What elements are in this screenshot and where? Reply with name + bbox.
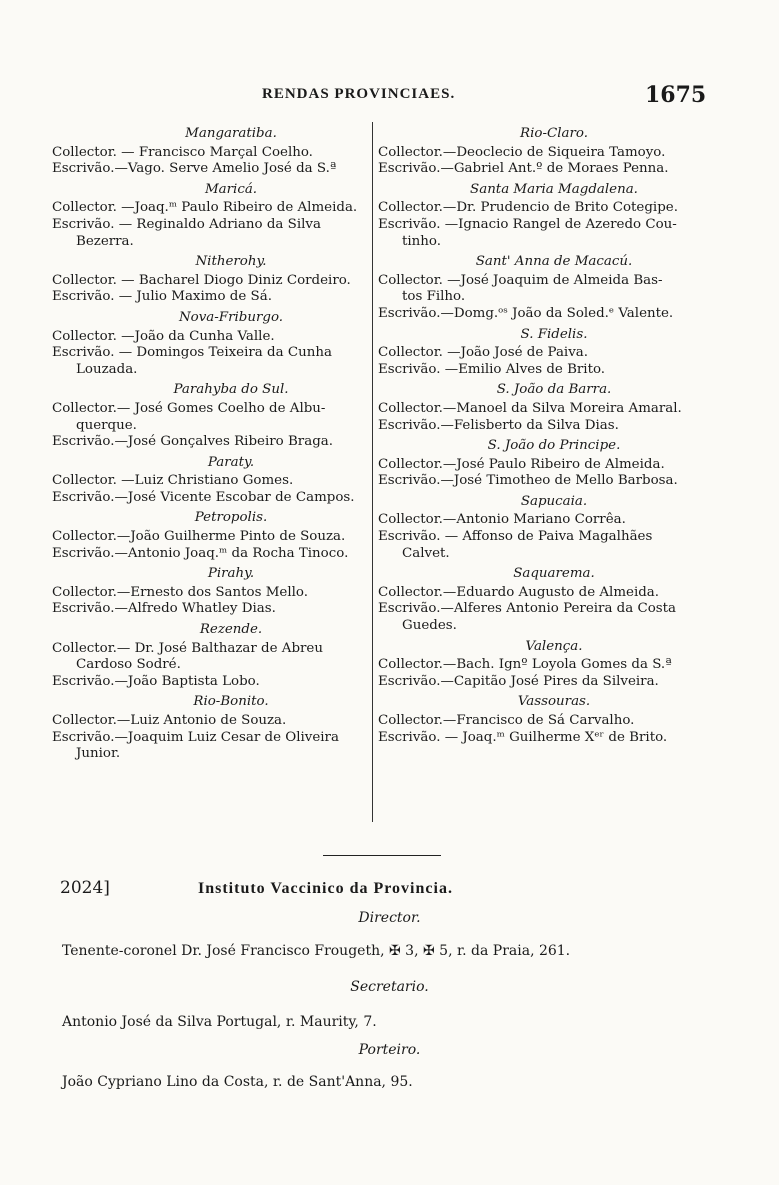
escrivao-continuation: Calvet. (402, 545, 450, 561)
escrivao-line: Escrivão.—Felisberto da Silva Dias. (378, 417, 619, 433)
collector-line: Collector. —Luiz Christiano Gomes. (52, 473, 294, 489)
collector-line: Collector. —Joaq.ᵐ Paulo Ribeiro de Almeida. (52, 200, 358, 216)
escrivao-line: Escrivão.—Joaquim Luiz Cesar de Oliveira (52, 729, 339, 745)
escrivao-line: Escrivão.—João Baptista Lobo. (52, 673, 260, 689)
column-divider (372, 122, 373, 822)
escrivao-continuation: Guedes. (402, 618, 457, 634)
collector-line: Collector.—Eduardo Augusto de Almeida. (378, 584, 660, 600)
escrivao-line: Escrivão. — Joaq.ᵐ Guilherme Xᵉʳ de Brito. (378, 729, 668, 745)
right-column (378, 122, 690, 746)
municipality-name: Maricá. (204, 181, 258, 197)
municipality-entry (52, 694, 370, 762)
municipality-name: Parahyba do Sul. (173, 382, 289, 398)
escrivao-continuation: Louzada. (76, 361, 138, 377)
municipality-name: Nitherohy. (195, 254, 267, 270)
staff-porteiro: João Cypriano Lino da Costa, r. de Sant'Anna, 95. (62, 1074, 413, 1090)
municipality-entry (378, 566, 690, 634)
section-number: 2024] (60, 878, 110, 898)
municipality-name: Pirahy. (207, 566, 255, 582)
municipality-name: S. João da Barra. (496, 382, 612, 398)
position-secretario: Secretario. (350, 979, 429, 995)
municipality-name: Sapucaia. (520, 493, 588, 509)
escrivao-continuation: Junior. (76, 746, 121, 762)
municipality-name: S. Fidelis. (520, 326, 588, 342)
escrivao-continuation: tinho. (402, 233, 441, 249)
municipality-entry (378, 494, 690, 562)
escrivao-line: Escrivão.—Antonio Joaq.ᵐ da Rocha Tinoco. (52, 545, 349, 561)
municipality-name: Mangaratiba. (185, 126, 277, 141)
position-director: Director. (358, 910, 421, 926)
collector-line: Collector. — Francisco Marçal Coelho. (52, 144, 313, 160)
municipality-name: Paraty. (207, 454, 255, 470)
collector-line: Collector.— Dr. José Balthazar de Abreu (52, 640, 323, 656)
collector-line: Collector.—José Paulo Ribeiro de Almeida. (378, 456, 665, 472)
escrivao-line: Escrivão. — Reginaldo Adriano da Silva (52, 216, 321, 232)
position-porteiro: Porteiro. (358, 1042, 421, 1058)
municipality-name: Nova-Friburgo. (178, 309, 284, 325)
escrivao-line: Escrivão.—José Gonçalves Ribeiro Braga. (52, 434, 334, 450)
municipality-entry (52, 126, 370, 178)
municipality-entry (378, 254, 690, 322)
escrivao-line: Escrivão.—Alferes Antonio Pereira da Costa (378, 601, 677, 617)
page-number: 1675 (645, 82, 707, 108)
municipality-entry (378, 438, 690, 490)
municipality-name: Rio-Claro. (520, 126, 588, 141)
collector-line: Collector. —João da Cunha Valle. (52, 328, 275, 344)
collector-line: Collector.—Francisco de Sá Carvalho. (378, 713, 635, 728)
section-title: Instituto Vaccinico da Provincia. (198, 880, 453, 897)
municipality-name: Valença. (525, 638, 583, 654)
municipality-entry (378, 126, 690, 178)
municipality-entry (52, 182, 370, 250)
municipality-entry (378, 382, 690, 434)
collector-line: Collector.—Deocleciо de Siqueira Tamoyo. (378, 144, 666, 160)
collector-line: Collector.—Bach. Ignº Loyola Gomes da S.ª (378, 657, 672, 673)
municipality-entry (52, 310, 370, 378)
staff-secretario: Antonio José da Silva Portugal, r. Maurity, 7. (62, 1014, 377, 1030)
collector-line: Collector.—Antonio Mariano Corrêa. (378, 512, 626, 528)
municipality-entry (52, 510, 370, 562)
municipality-name: Vassouras. (517, 694, 591, 710)
escrivao-line: Escrivão. —Emilio Alves de Brito. (378, 361, 606, 377)
municipality-name: Santa Maria Magdalena. (470, 181, 638, 197)
escrivao-continuation: Bezerra. (76, 233, 134, 249)
collector-line: Collector.—Ernesto dos Santos Mello. (52, 584, 309, 600)
running-title: RENDAS PROVINCIAES. (262, 86, 456, 102)
escrivao-line: Escrivão. —Ignacio Rangel de Azeredo Cou- (378, 216, 677, 232)
escrivao-line: Escrivão.—Capitão José Pires da Silveira. (378, 673, 659, 689)
collector-line: Collector.— José Gomes Coelho de Albu- (52, 400, 326, 416)
escrivao-line: Escrivão.—José Timotheo de Mello Barbosa. (378, 473, 678, 489)
left-column (52, 122, 370, 763)
collector-continuation: tos Filho. (402, 289, 466, 305)
escrivao-line: Escrivão.—Vago. Serve Amelio José da S.ª (52, 161, 337, 177)
collector-continuation: querque. (76, 417, 137, 433)
municipality-name: Sant' Anna de Macacú. (475, 254, 633, 270)
two-column-listing (0, 122, 779, 832)
staff-director: Tenente-coronel Dr. José Francisco Frougeth, ✠ 3, ✠ 5, r. da Praia, 261. (62, 943, 571, 959)
escrivao-line: Escrivão.—José Vicente Escobar de Campos. (52, 489, 355, 505)
municipality-entry (378, 694, 690, 746)
escrivao-line: Escrivão.—Gabriel Ant.º de Moraes Penna. (378, 161, 669, 177)
municipality-entry (378, 639, 690, 691)
municipality-entry (378, 327, 690, 379)
municipality-name: S. João do Principe. (487, 438, 621, 454)
collector-continuation: Cardoso Sodré. (76, 657, 181, 673)
municipality-entry (52, 455, 370, 507)
municipality-entry (52, 566, 370, 618)
section-rule (323, 855, 441, 856)
municipality-entry (52, 382, 370, 450)
collector-line: Collector.—Luiz Antonio de Souza. (52, 713, 287, 728)
escrivao-line: Escrivão. — Julio Maximo de Sá. (52, 289, 272, 305)
collector-line: Collector.—João Guilherme Pinto de Souza. (52, 529, 346, 545)
page-header (0, 82, 779, 110)
municipality-name: Saquarema. (513, 566, 595, 582)
collector-line: Collector. —José Joaquim de Almeida Bas- (378, 272, 663, 288)
municipality-entry (52, 254, 370, 306)
municipality-name: Rezende. (199, 622, 263, 638)
escrivao-line: Escrivão.—Domg.ᵒˢ João da Soled.ᵉ Valente. (378, 305, 674, 321)
collector-line: Collector.—Dr. Prudencio de Brito Cotegipe. (378, 200, 678, 216)
municipality-entry (378, 182, 690, 250)
escrivao-line: Escrivão. — Affonso de Paiva Magalhães (378, 529, 653, 545)
municipality-name: Rio-Bonito. (193, 694, 269, 710)
municipality-name: Petropolis. (194, 510, 268, 526)
collector-line: Collector. — Bacharel Diogo Diniz Cordeiro. (52, 272, 351, 288)
escrivao-line: Escrivão. — Domingos Teixeira da Cunha (52, 345, 332, 361)
section-heading (0, 878, 779, 902)
municipality-entry (52, 622, 370, 690)
escrivao-line: Escrivão.—Alfredo Whatley Dias. (52, 601, 276, 617)
collector-line: Collector.—Manoel da Silva Moreira Amaral. (378, 400, 682, 416)
collector-line: Collector. —João José de Paiva. (378, 345, 589, 361)
